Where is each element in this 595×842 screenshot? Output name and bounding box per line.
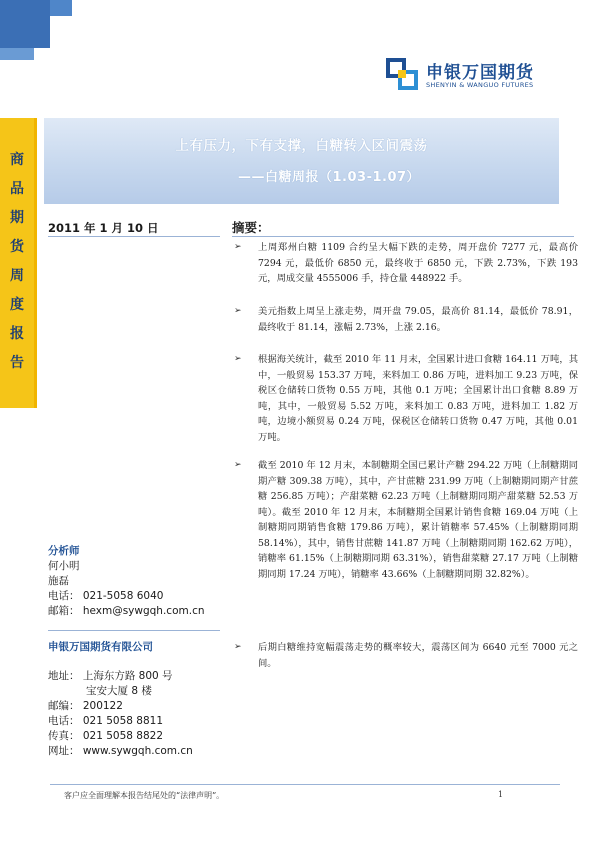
divider	[232, 236, 574, 237]
arrow-bullet-icon: ➢	[234, 460, 242, 470]
summary-item-text: 截至 2010 年 12 月末，本制糖期全国已累计产糖 294.22 万吨（上制糖期同期产糖 309.38 万吨），其中，产甘蔗糖 231.99 万吨（上制糖期同期产甘蔗糖 256.85 万吨）；产甜菜糖 62.23 万吨（上制糖期同期产甜菜糖 52.53 万吨）。截至 2010 年 12 月末，本制糖期全国累计销售食糖 169.04 万吨（上制糖期同期销售食糖 179.86 万吨），累计销糖率 57.45%（上制糖期同期 58.14%），其中，销售甘蔗糖 141.87 万吨（上制糖期同期 162.62 万吨），销糖率 61.15%（上制糖期同期 63.31%），销售甜菜糖 27.17 万吨（上制糖期同期 17.24 万吨），销糖率 43.66%（上制糖期同期 32.82%）。	[258, 460, 578, 580]
company-website: 网址： www.sywgqh.com.cn	[48, 745, 193, 757]
company-address-line2: 宝安大厦 8 楼	[86, 685, 152, 697]
summary-item	[228, 352, 578, 445]
sidebar-label	[0, 146, 34, 378]
report-title: 上有压力，下有支撑，白糖转入区间震荡	[175, 138, 428, 154]
arrow-bullet-icon: ➢	[234, 306, 242, 316]
sidebar-char: 期	[10, 210, 24, 226]
analyst-label: 分析师	[48, 545, 80, 557]
arrow-bullet-icon: ➢	[234, 642, 242, 652]
summary-item	[228, 458, 578, 582]
report-subtitle: ——白糖周报（1.03-1.07）	[238, 170, 421, 185]
arrow-bullet-icon: ➢	[234, 242, 242, 252]
sidebar-char: 度	[10, 297, 24, 313]
logo-name-cn: 申银万国期货	[426, 63, 534, 83]
analyst-phone: 电话： 021-5058 6040	[48, 590, 164, 602]
corner-decoration-2	[50, 0, 72, 16]
company-address: 地址： 上海东方路 800 号	[48, 670, 173, 682]
divider	[48, 630, 220, 631]
analyst-email: 邮箱： hexm@sywgqh.com.cn	[48, 605, 205, 617]
footer-divider	[50, 784, 560, 785]
sidebar-edge	[34, 118, 37, 408]
company-name: 申银万国期货有限公司	[48, 641, 153, 653]
analyst-block	[48, 544, 205, 619]
sidebar-char: 告	[10, 355, 24, 371]
summary-heading: 摘要：	[232, 220, 270, 235]
corner-decoration-3	[0, 48, 34, 60]
company-postcode: 邮编： 200122	[48, 700, 123, 712]
summary-item	[228, 640, 578, 671]
sidebar-char: 周	[10, 268, 24, 284]
title-banner	[44, 118, 559, 204]
logo-mark-icon	[384, 56, 420, 92]
report-date: 2011 年 1 月 10 日	[48, 221, 159, 235]
summary-item	[228, 304, 578, 335]
divider	[48, 236, 220, 237]
summary-item-text: 美元指数上周呈上涨走势，周开盘 79.05，最高价 81.14，最低价 78.91，最终收于 81.14，涨幅 2.73%，上涨 2.16。	[258, 306, 578, 333]
arrow-bullet-icon: ➢	[234, 354, 242, 364]
footer-disclaimer: 客户应全面理解本报告结尾处的“法律声明”。	[64, 791, 225, 800]
logo-name-en: SHENYIN & WANGUO FUTURES	[426, 81, 534, 89]
company-contact	[48, 640, 228, 759]
summary-item	[228, 240, 578, 287]
sidebar-char: 商	[10, 152, 24, 168]
sidebar-char: 货	[10, 239, 24, 255]
analyst-name: 施磊	[48, 575, 69, 587]
company-phone: 电话： 021 5058 8811	[48, 715, 163, 727]
sidebar-char: 报	[10, 326, 24, 342]
summary-item-text: 上周郑州白糖 1109 合约呈大幅下跌的走势，周开盘价 7277 元，最高价 7294 元，最低价 6850 元，最终收于 6850 元，下跌 2.73%，下跌 193 元，周成交量 4555006 手，持仓量 448922 手。	[258, 242, 578, 284]
company-logo	[384, 56, 554, 96]
analyst-name: 何小明	[48, 560, 80, 572]
corner-decoration	[0, 0, 50, 48]
page-number: 1	[498, 790, 504, 799]
sidebar-char: 品	[10, 181, 24, 197]
company-fax: 传真： 021 5058 8822	[48, 730, 163, 742]
summary-item-text: 根据海关统计，截至 2010 年 11 月末，全国累计进口食糖 164.11 万吨，其中，一般贸易 153.37 万吨，来料加工 0.86 万吨，进料加工 9.23 万吨，保税区仓储转口货物 0.55 万吨，其他 0.1 万吨；全国累计出口食糖 8.89 万吨，其中，一般贸易 5.52 万吨，来料加工 0.83 万吨，进料加工 1.82 万吨，边境小额贸易 0.24 万吨，保税区仓储转口货物 0.47 万吨，其他 0.01 万吨。	[258, 354, 578, 443]
summary-item-text: 后期白糖维持宽幅震荡走势的概率较大，震荡区间为 6640 元至 7000 元之间。	[258, 642, 578, 669]
